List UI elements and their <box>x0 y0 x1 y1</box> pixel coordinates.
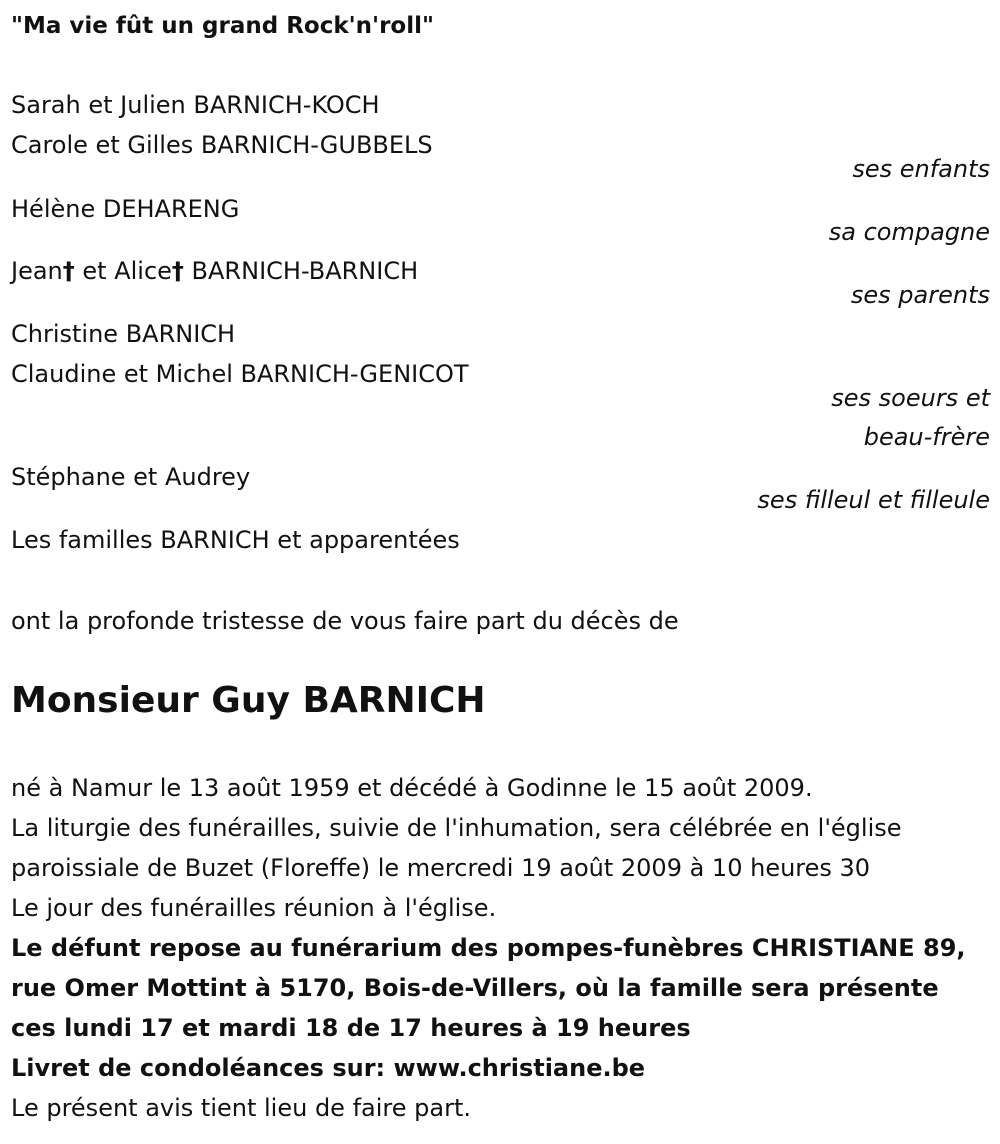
details-line-3: paroissiale de Buzet (Floreffe) le mercredi 19 août 2009 à 10 heures 30 <box>11 854 871 882</box>
family-children-line-2: Carole et Gilles BARNICH-GUBBELS <box>11 131 433 159</box>
role-children: ses enfants <box>852 155 990 183</box>
funerarium-line-3: ces lundi 17 et mardi 18 de 17 heures à 19 heures <box>11 1014 691 1042</box>
parents-surname: BARNICH-BARNICH <box>183 257 419 285</box>
condolences-line: Livret de condoléances sur: www.christiane.be <box>11 1054 646 1082</box>
funerarium-line-1: Le défunt repose au funérarium des pompes-funèbres CHRISTIANE 89, <box>11 934 966 962</box>
role-sisters-line-2: beau-frère <box>863 423 990 451</box>
family-children-line-1: Sarah et Julien BARNICH-KOCH <box>11 91 380 119</box>
family-companion-line: Hélène DEHARENG <box>11 195 240 223</box>
parent-name-alice: et Alice <box>74 257 172 285</box>
deceased-name: Monsieur Guy BARNICH <box>11 680 486 721</box>
cross-icon: † <box>171 257 184 285</box>
family-godchildren-line: Stéphane et Audrey <box>11 463 251 491</box>
family-others-line: Les familles BARNICH et apparentées <box>11 526 460 554</box>
parent-name-jean: Jean <box>11 257 63 285</box>
family-sisters-line-1: Christine BARNICH <box>11 320 236 348</box>
details-line-2: La liturgie des funérailles, suivie de l'inhumation, sera célébrée en l'église <box>11 814 902 842</box>
role-parents: ses parents <box>850 281 990 309</box>
closing-note: Le présent avis tient lieu de faire part. <box>11 1094 471 1122</box>
family-parents-line <box>11 255 418 287</box>
role-godchildren: ses filleul et filleule <box>757 486 990 514</box>
role-companion: sa compagne <box>828 218 990 246</box>
funerarium-line-2: rue Omer Mottint à 5170, Bois-de-Villers, où la famille sera présente <box>11 974 939 1002</box>
details-line-4: Le jour des funérailles réunion à l'église. <box>11 894 497 922</box>
announcement-text: ont la profonde tristesse de vous faire part du décès de <box>11 607 679 635</box>
family-sisters-line-2: Claudine et Michel BARNICH-GENICOT <box>11 360 469 388</box>
role-sisters-line-1: ses soeurs et <box>831 384 990 412</box>
details-line-1: né à Namur le 13 août 1959 et décédé à Godinne le 15 août 2009. <box>11 774 813 802</box>
motto-quote: "Ma vie fût un grand Rock'n'roll" <box>11 13 434 39</box>
cross-icon: † <box>62 257 75 285</box>
